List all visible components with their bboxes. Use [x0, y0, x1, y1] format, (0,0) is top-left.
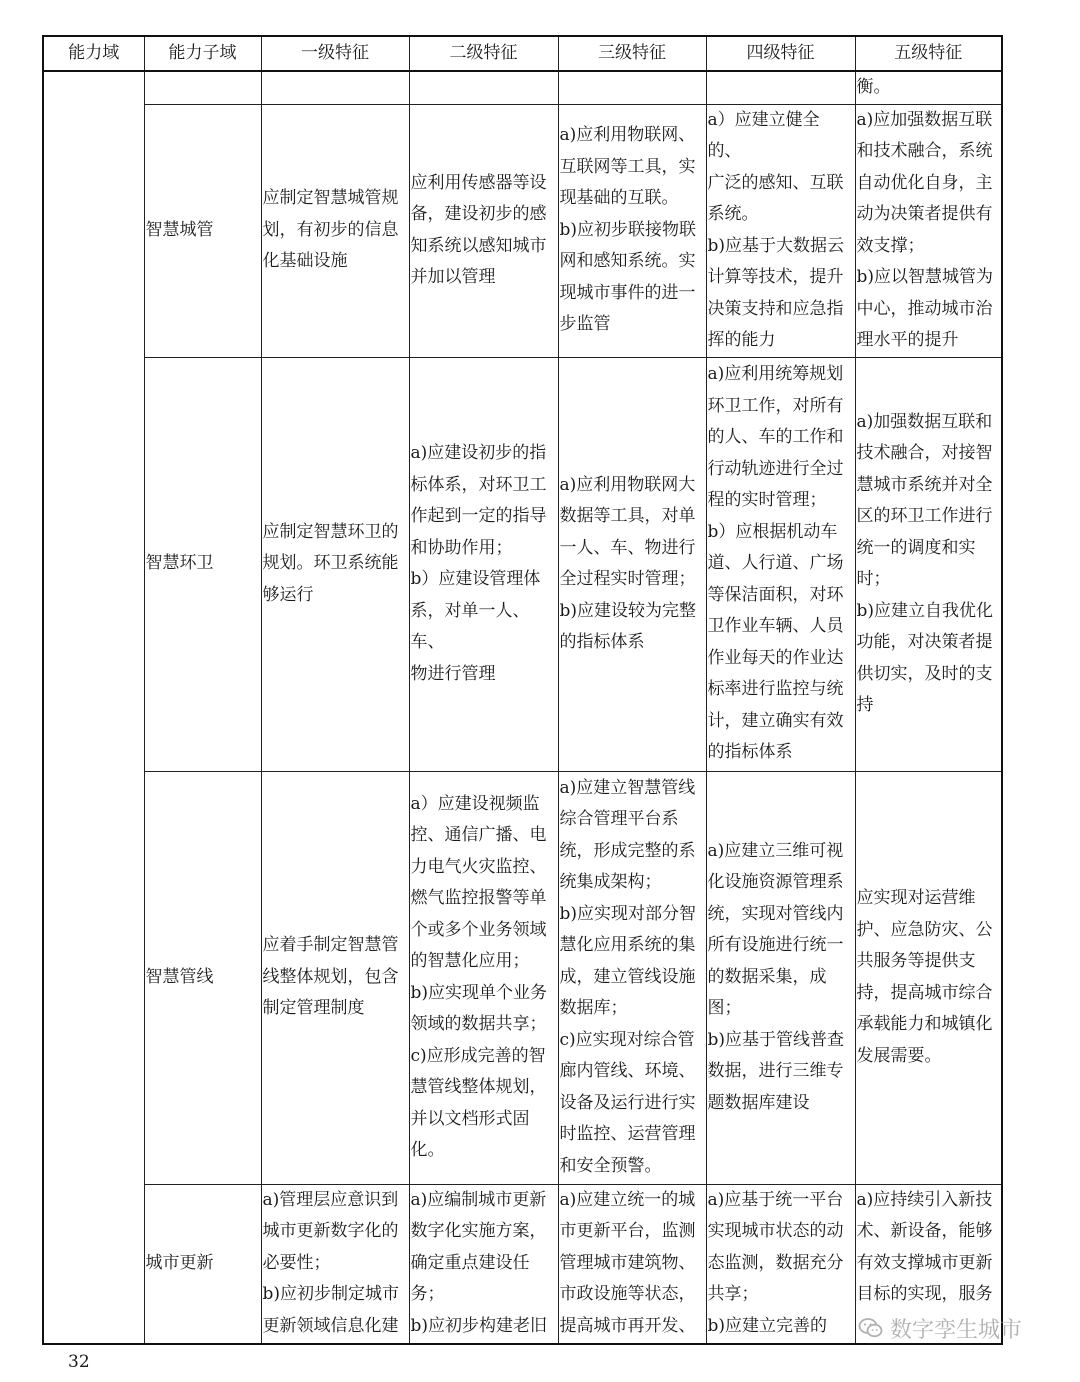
- cell-text-line: 和协助作用；: [410, 537, 513, 558]
- cell-text-line: 慧城市系统并对全: [856, 474, 993, 495]
- cell-text-line: 的数据采集，成图；: [707, 966, 827, 1019]
- cell-text-line: 挥的能力: [707, 330, 776, 350]
- cell-subdomain: [144, 104, 261, 357]
- cell-text-line: 区的环卫工作进行: [856, 506, 993, 526]
- cell-text-line: 和安全预警。: [559, 1155, 662, 1176]
- cell-text-line: c)应实现对综合管: [559, 1029, 695, 1050]
- cell-text-line: 的人、车的工作和: [707, 427, 844, 448]
- cell-text-line: a)应基于统一平台: [707, 1189, 844, 1210]
- watermark-text: 数字孪生城市: [890, 1317, 1023, 1343]
- cell-text-line: 应实现对运营维: [856, 888, 976, 908]
- cell-text-line: a)加强数据互联和: [856, 411, 993, 432]
- cell-text-line: 备，建设初步的感: [410, 204, 547, 224]
- header-level3: 三级特征: [558, 36, 706, 71]
- cell-level4: [706, 357, 855, 771]
- cell-continued-level5: [855, 71, 1002, 104]
- cell-text-line: a)应建立智慧管线: [559, 777, 696, 798]
- cell-text-line: 步监管: [559, 314, 611, 335]
- cell-level1: [261, 104, 409, 357]
- cell-text-line: b）应根据机动车: [707, 521, 838, 542]
- cell-text-line: a）应建立健全的、: [707, 109, 820, 161]
- subdomain-text: 智慧城管: [145, 219, 214, 240]
- cell-text-line: 化设施资源管理系: [707, 872, 844, 893]
- cell-level1: [261, 771, 409, 1184]
- cell-text-line: 应着手制定智慧管: [262, 935, 399, 956]
- cell-text-line: 术、新设备，能够: [856, 1221, 993, 1241]
- cell-text-line: 作起到一定的指导: [410, 506, 547, 526]
- cell-text-line: 规划。环卫系统能: [262, 553, 399, 574]
- cell-text-line: b)应实现单个业务: [410, 982, 548, 1003]
- cell-text-line: 一人、车、物进行: [559, 537, 696, 558]
- cell-text-line: b)应建立完善的: [707, 1315, 828, 1336]
- cell-text-line: 发展需要。: [856, 1045, 942, 1066]
- cell-text-line: 数据等工具，对单: [559, 506, 696, 526]
- cell-text-line: 统，实现对管线内: [707, 903, 844, 924]
- cell-text-line: 作业每天的作业达: [707, 647, 844, 668]
- cell-text-line: 态监测，数据充分: [707, 1252, 844, 1273]
- cell-text-line: 务；: [410, 1284, 445, 1304]
- cell-continued-level3: [558, 71, 706, 104]
- cell-text-line: 题数据库建设: [707, 1092, 810, 1113]
- cell-text-line: 应制定智慧城管规: [262, 188, 399, 209]
- cell-text-line: 领域的数据共享；: [410, 1014, 547, 1034]
- cell-text-line: a)应加强数据互联: [856, 109, 993, 130]
- cell-subdomain: [144, 1184, 261, 1344]
- cell-text-line: 提高城市再开发、: [559, 1315, 696, 1336]
- feature-table-container: [42, 35, 1001, 1341]
- cell-text-line: 技术融合，对接智: [856, 443, 993, 463]
- cell-text-line: 力电气火灾监控、: [410, 856, 547, 877]
- cell-text-line: 个或多个业务领域: [410, 919, 547, 940]
- cell-text-line: 目标的实现，服务: [856, 1284, 993, 1304]
- cell-text-line: 共服务等提供支: [856, 951, 976, 971]
- cell-text-line: 广泛的感知、互联: [707, 172, 844, 193]
- cell-subdomain: [144, 357, 261, 771]
- cell-text-line: 统集成架构；: [559, 872, 662, 893]
- cell-text-line: 物进行管理: [410, 663, 496, 684]
- cell-text-line: a)应利用物联网大: [559, 474, 696, 495]
- cell-text-line: 化基础设施: [262, 251, 348, 272]
- cell-text-line: 计，建立确实有效: [707, 710, 844, 731]
- cell-text-line: 中心，推动城市治: [856, 298, 993, 319]
- cell-text-line: a)应编制城市更新: [410, 1189, 547, 1210]
- cell-text-line: 燃气监控报警等单: [410, 888, 547, 908]
- cell-level3: [558, 1184, 706, 1344]
- cell-text-line: 系统。: [707, 204, 759, 224]
- cell-level2: [409, 1184, 558, 1344]
- cell-text-line: 时；: [856, 569, 891, 589]
- cell-text-line: 道、人行道、广场: [707, 553, 844, 574]
- cell-text-line: 效支撑；: [856, 235, 925, 256]
- cell-text-line: 必要性；: [262, 1252, 331, 1273]
- header-level4: 四级特征: [706, 36, 855, 71]
- wechat-icon: [858, 1315, 884, 1341]
- watermark: [858, 1310, 1058, 1346]
- cell-text-line: b)应基于管线普查: [707, 1029, 845, 1050]
- cell-level2: [409, 357, 558, 771]
- cell-text-line: a)应建立三维可视: [707, 840, 844, 861]
- cell-text-line: 供切实，及时的支: [856, 663, 993, 684]
- header-capability-domain: 能力域: [43, 36, 144, 71]
- cell-text-line: b)应建立自我优化: [856, 600, 994, 621]
- cell-text-line: 时监控、运营管理: [559, 1124, 696, 1145]
- cell-text-line: 统，形成完整的系: [559, 840, 696, 861]
- cell-text-line: 决策支持和应急指: [707, 298, 844, 319]
- cell-text-line: 现基础的互联。: [559, 188, 679, 209]
- cell-text-line: 系，对单一人、车、: [410, 600, 530, 652]
- cell-text-line: 标率进行监控与统: [707, 679, 844, 700]
- cell-text-line: 统一的调度和实: [856, 537, 976, 558]
- header-capability-subdomain: 能力子域: [144, 36, 261, 71]
- table-row: [43, 104, 1002, 357]
- cell-level2: [409, 771, 558, 1184]
- cell-text-line: 更新领域信息化建: [262, 1315, 399, 1336]
- cell-level4: [706, 1184, 855, 1344]
- cell-text-line: 知系统以感知城市: [410, 235, 547, 256]
- cell-text-line: 所有设施进行统一: [707, 935, 844, 956]
- cell-text-line: 实现城市状态的动: [707, 1221, 844, 1241]
- cell-text-line: a)应持续引入新技: [856, 1189, 993, 1210]
- cell-continued-subdomain: [144, 71, 261, 104]
- cell-level1: [261, 1184, 409, 1344]
- cell-subdomain: [144, 771, 261, 1184]
- cell-text-line: 并以文档形式固: [410, 1108, 530, 1129]
- cell-text-line: 持，提高城市综合: [856, 982, 993, 1003]
- cell-text-line: a)应建立统一的城: [559, 1189, 696, 1210]
- cell-text-line: 划，有初步的信息: [262, 219, 399, 240]
- cell-text-line: 计算等技术，提升: [707, 267, 844, 287]
- cell-text-line: 管理城市建筑物、: [559, 1252, 696, 1273]
- cell-text-line: 应利用传感器等设: [410, 172, 547, 193]
- cell-text-line: a）应建设视频监: [410, 793, 540, 814]
- cell-level5: [855, 104, 1002, 357]
- cell-level1: [261, 357, 409, 771]
- cell-text-line: 共享；: [707, 1284, 759, 1304]
- cell-level2: [409, 104, 558, 357]
- cell-level3: [558, 104, 706, 357]
- cell-text-line: 并加以管理: [410, 267, 496, 287]
- cell-level5: [855, 771, 1002, 1184]
- cell-text-line: b)应以智慧城管为: [856, 267, 994, 287]
- cell-text-line: 市政设施等状态，: [559, 1284, 696, 1304]
- cell-level4: [706, 771, 855, 1184]
- cell-text-line: 程的实时管理；: [707, 490, 827, 511]
- cell-level4: [706, 104, 855, 357]
- cell-text-line: b)应建设较为完整: [559, 600, 697, 621]
- cell-text-line: 的指标体系: [707, 742, 793, 763]
- cell-text-line: 慧管线整体规划，: [410, 1077, 547, 1097]
- cell-text-line: b)应初步构建老旧: [410, 1315, 548, 1336]
- cell-text-line: 成，建立管线设施: [559, 966, 696, 987]
- header-level1: 一级特征: [261, 36, 409, 71]
- cell-text-line: 动为决策者提供有: [856, 204, 993, 224]
- cell-text-line: 确定重点建设任: [410, 1252, 530, 1273]
- table-row-continued: [43, 71, 1002, 104]
- subdomain-text: 智慧管线: [145, 966, 214, 987]
- cell-text-line: 城市更新数字化的: [262, 1221, 399, 1241]
- cell-continued-level2: [409, 71, 558, 104]
- cell-text-line: 环卫工作，对所有: [707, 395, 844, 416]
- cell-text-line: 卫作业车辆、人员: [707, 616, 844, 637]
- cell-text-line: 的智慧化应用；: [410, 951, 530, 971]
- cell-text-line: a)应利用物联网、: [559, 125, 696, 146]
- cell-text-line: 和技术融合，系统: [856, 141, 993, 161]
- cell-text-line: 够运行: [262, 584, 314, 605]
- header-level5: 五级特征: [855, 36, 1002, 71]
- cell-continued-level4: [706, 71, 855, 104]
- cell-text-line: 行动轨迹进行全过: [707, 458, 844, 479]
- cell-text-line: 的指标体系: [559, 632, 645, 652]
- cell-text-line: 衡。: [856, 77, 891, 97]
- cell-text-line: 标体系，对环卫工: [410, 474, 547, 495]
- cell-text-line: 理水平的提升: [856, 330, 959, 350]
- header-level2: 二级特征: [409, 36, 558, 71]
- cell-text-line: a)应利用统筹规划: [707, 364, 844, 385]
- cell-text-line: a)管理层应意识到: [262, 1189, 399, 1210]
- cell-text-line: 数据，进行三维专: [707, 1061, 844, 1082]
- cell-text-line: 现城市事件的进一: [559, 282, 696, 303]
- table-row: [43, 771, 1002, 1184]
- cell-text-line: 化。: [410, 1140, 445, 1160]
- cell-text-line: b)应实现对部分智: [559, 903, 697, 924]
- cell-level5: [855, 357, 1002, 771]
- cell-text-line: 有效支撑城市更新: [856, 1252, 993, 1273]
- cell-text-line: 线整体规划，包含: [262, 966, 399, 987]
- cell-text-line: c)应形成完善的智: [410, 1045, 546, 1066]
- subdomain-text: 城市更新: [145, 1253, 214, 1273]
- cell-text-line: 慧化应用系统的集: [559, 935, 696, 956]
- cell-text-line: 控、通信广播、电: [410, 825, 547, 845]
- cell-text-line: b）应建设管理体: [410, 569, 541, 589]
- cell-continued-level1: [261, 71, 409, 104]
- table-row: [43, 357, 1002, 771]
- cell-text-line: 数字化实施方案，: [410, 1221, 547, 1241]
- cell-text-line: 廊内管线、环境、: [559, 1061, 696, 1082]
- cell-text-line: 护、应急防灾、公: [856, 919, 993, 940]
- cell-text-line: b)应初步联接物联: [559, 219, 697, 240]
- page-number: 32: [68, 1352, 90, 1372]
- cell-text-line: b)应基于大数据云: [707, 235, 845, 256]
- capability-domain-cell: [43, 71, 144, 1344]
- capability-feature-table: [42, 35, 1003, 1345]
- cell-text-line: 数据库；: [559, 998, 628, 1019]
- cell-text-line: 互联网等工具，实: [559, 156, 696, 177]
- cell-text-line: 自动优化自身，主: [856, 172, 993, 193]
- cell-text-line: 等保洁面积，对环: [707, 584, 844, 605]
- cell-text-line: 功能，对决策者提: [856, 632, 993, 652]
- cell-text-line: 持: [856, 695, 874, 715]
- cell-text-line: a)应建设初步的指: [410, 443, 547, 463]
- cell-text-line: 市更新平台，监测: [559, 1221, 696, 1241]
- cell-level3: [558, 771, 706, 1184]
- cell-text-line: 制定管理制度: [262, 998, 365, 1019]
- cell-text-line: b)应初步制定城市: [262, 1284, 400, 1304]
- cell-text-line: 承载能力和城镇化: [856, 1014, 993, 1034]
- cell-text-line: 全过程实时管理；: [559, 569, 696, 589]
- cell-text-line: 网和感知系统。实: [559, 251, 696, 272]
- table-header-row: [43, 36, 1002, 71]
- cell-text-line: 综合管理平台系: [559, 809, 679, 830]
- cell-text-line: 应制定智慧环卫的: [262, 521, 399, 542]
- cell-text-line: 设备及运行进行实: [559, 1092, 696, 1113]
- cell-level3: [558, 357, 706, 771]
- subdomain-text: 智慧环卫: [145, 553, 214, 574]
